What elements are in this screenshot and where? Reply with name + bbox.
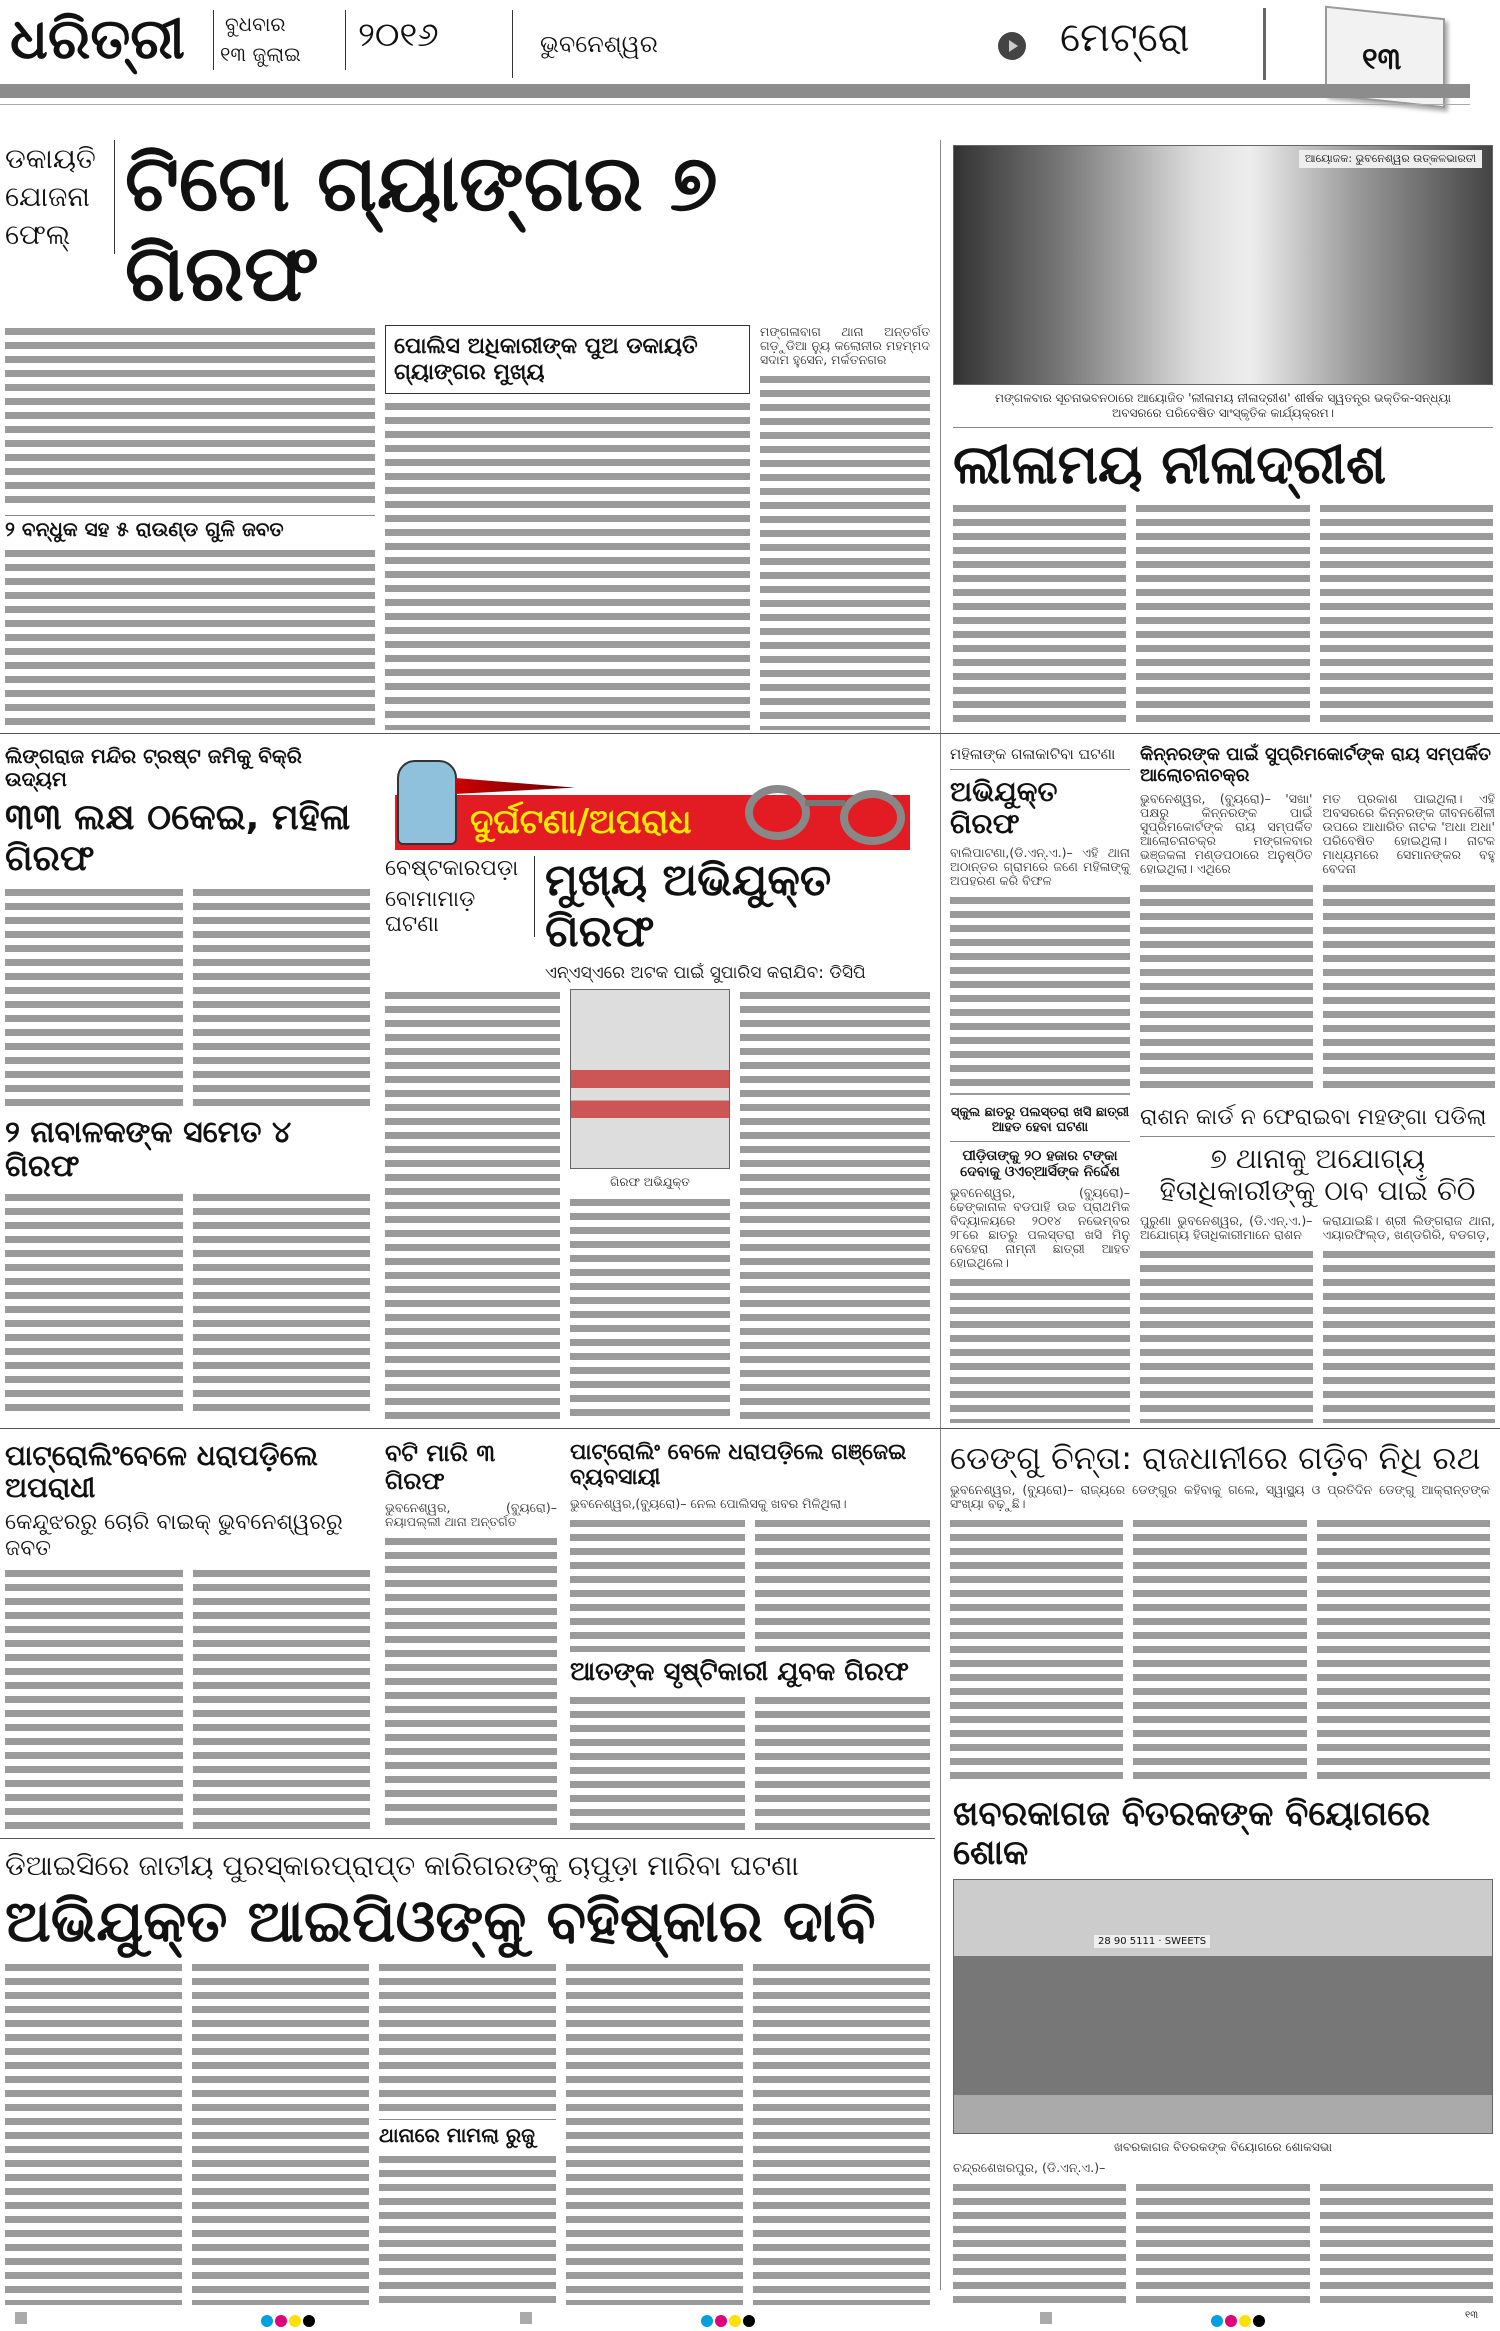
story-headline: ପାଟ୍ରୋଲିଂବେଳେ ଧରାପଡ଼ିଲେ ଅପରାଧୀ bbox=[5, 1439, 318, 1505]
story-kicker: ବୋମାମାଡ଼ ଘଟଣା bbox=[385, 887, 476, 937]
article-body bbox=[5, 547, 375, 730]
story-kicker: ଡକାୟତି ଯୋଜନା ଫେଲ୍ bbox=[5, 140, 115, 254]
crop-mark bbox=[520, 2312, 532, 2324]
column-divider bbox=[940, 140, 941, 2290]
story-kicker: ବେଷ୍ଟକାରପଡ଼ା bbox=[385, 856, 519, 881]
article-body bbox=[760, 373, 930, 730]
article-lead: ପୁରୁଣା ଭୁବନେଶ୍ୱର, (ଡି.ଏନ୍.ଏ.)– ଅଯୋଗ୍ୟ ହିତାଧିକାରୀମାନେ ରାଶନ bbox=[1140, 1212, 1313, 1242]
bati-story bbox=[385, 1440, 557, 1830]
crop-mark bbox=[1040, 2312, 1052, 2324]
article-body bbox=[385, 400, 750, 730]
footer-registration-marks bbox=[0, 2308, 1500, 2329]
article-lead: ଭୁବନେଶ୍ୱର, (ବ୍ୟୁରୋ)– ନୟାପଲ୍ଲୀ ଥାନା ଅନ୍ତର୍ଗତ bbox=[385, 1500, 557, 1530]
article-lead: ବାଲିପାଟଣା,(ଡି.ଏନ୍.ଏ.)– ଏହି ଥାନା ଅଠାନ୍ତର ଗ୍ରାମରେ ଜଣେ ମହିଳାଙ୍କୁ ଅପହରଣ କରି ବିଫଳ bbox=[950, 845, 1130, 889]
article-body bbox=[385, 989, 560, 1420]
dengue-story bbox=[950, 1440, 1490, 1785]
kinnar-story bbox=[1140, 745, 1495, 1095]
story-kicker: ମହିଳାଙ୍କ ଗଳାକାଟିବା ଘଟଣା bbox=[950, 745, 1116, 763]
story-subhead: ୨ ବନ୍ଧୁକ ସହ ୫ ରାଉଣ୍ଡ ଗୁଳି ଜବତ bbox=[5, 515, 375, 541]
article-body bbox=[570, 1196, 730, 1420]
weekday: ବୁଧବାର bbox=[225, 12, 286, 36]
story-kicker: ଲିଙ୍ଗରାଜ ମନ୍ଦିର ଟ୍ରଷ୍ଟ ଜମିକୁ ବିକ୍ରି ଉଦ୍ୟମ bbox=[5, 744, 302, 791]
masthead bbox=[0, 0, 1500, 110]
article-body bbox=[950, 894, 1130, 1095]
story-headline: ଖବରକାଗଜ ବିତରକଙ୍କ ବିୟୋଗରେ ଶୋକ bbox=[953, 1794, 1431, 1874]
article-lead: କରାଯାଇଛି। ଶ୍ରୀ ଲିଙ୍ଗରାଜ ଥାନା, ଏୟାରଫିଲ୍ଡ, ଖଣ୍ଡଗିରି, ବଡଗଡ଼, bbox=[1322, 1212, 1495, 1242]
article-lead: ଭୁବନେଶ୍ୱର, (ବ୍ୟୁରୋ)– ଢେଙ୍କାନାଳ ବଡପାହି ଉଚ୍ଚ ପ୍ରାଥମିକ ବିଦ୍ୟାଳୟରେ ୨୦୧୪ ନଭେମ୍ବର ୨୮ରେ ଛାତରୁ ପଲସ୍ତରା ଖସି ମିନୁ ବେହେରା ନାମ୍ନୀ ଛାତ୍ରୀ ଆହତ ହୋଇଥିଲେ। bbox=[950, 1185, 1130, 1270]
story-kicker: ସ୍କୁଲ ଛାତରୁ ପଲସ୍ତରା ଖସି ଛାତ୍ରୀ ଆହତ ହେବା ଘଟଣା bbox=[950, 1105, 1130, 1135]
article-lead: ମଙ୍ଗଳାବାଗ ଥାନା ଅନ୍ତର୍ଗତ ଗଡ଼ୁଡିଆ ନ୍ୟୁ କଲୋନୀର ମହମ୍ମଦ ସଦାମ ହୁସେନ, ମର୍କତନଗର bbox=[760, 324, 930, 368]
story-subhead: କେନ୍ଦୁଝରରୁ ଚୋରି ବାଇକ୍ ଭୁବନେଶ୍ୱରରୁ ଜବତ bbox=[5, 1510, 343, 1561]
play-bullet-icon bbox=[998, 32, 1026, 60]
article-lead: ଭୁବନେଶ୍ୱର, (ବ୍ୟୁରୋ)– 'ସଖା' ପକ୍ଷରୁ କିନ୍ନରଙ୍କ ପାଇଁ ସୁପ୍ରିମକୋର୍ଟଙ୍କ ରାୟ ସମ୍ପର୍କିତ ଆଲୋଚନାଚକ୍ର ମଙ୍ଗଳବାର ଭଞ୍ଜକଳା ମଣ୍ଡପଠାରେ ଅନୁଷ୍ଠିତ ହୋଇଥିଲା। ଏଥିରେ bbox=[1140, 791, 1313, 877]
crime-section bbox=[385, 750, 930, 1420]
lingaraj-story bbox=[5, 745, 370, 1415]
murder-story bbox=[950, 745, 1130, 1095]
story-kicker: ରାଶନ କାର୍ଡ ନ ଫେରାଇବା ମହଙ୍ଗା ପଡିଲା bbox=[1140, 1105, 1487, 1130]
article-body bbox=[385, 1535, 557, 1830]
story-headline: ବଟି ମାରି ୩ ଗିରଫ bbox=[385, 1439, 496, 1495]
story-headline: ପୀଡ଼ିତାଙ୍କୁ ୨୦ ହଜାର ଟଙ୍କା ଦେବାକୁ ଓଏଚ୍ଆର୍ସିଙ୍କ ନିର୍ଦ୍ଦେଶ bbox=[960, 1148, 1120, 1180]
city: ଭୁବନେଶ୍ୱର bbox=[540, 30, 658, 58]
article-lead: ଚନ୍ଦ୍ରଶେଖରପୁର, (ଡି.ଏନ୍.ଏ.)– bbox=[953, 2160, 1106, 2176]
story-headline: ମୁଖ୍ୟ ଅଭିଯୁକ୍ତ ଗିରଫ bbox=[545, 855, 832, 957]
newspaper-logo: ଧରିତ୍ରୀ bbox=[10, 7, 185, 72]
story-kicker: ଡିଆଇସିରେ ଜାତୀୟ ପୁରସ୍କାରପ୍ରାପ୍ତ କାରିଗରଙ୍କୁ ଚାପୁଡ଼ା ମାରିବା ଘଟଣା bbox=[5, 1849, 799, 1882]
photo-sign-text: 28 90 5111 · SWEETS bbox=[1094, 1935, 1210, 1948]
story-headline: ପାଟ୍ରୋଲିଂ ବେଳେ ଧରାପଡ଼ିଲେ ଗଞ୍ଜେଇ ବ୍ୟବସାୟୀ bbox=[570, 1440, 907, 1491]
article-lead: ଭୁବନେଶ୍ୱର,(ବ୍ୟୁରୋ)– ନେଲ ପୋଲିସକୁ ଖବର ମିଳିଥିଲା। bbox=[570, 1495, 847, 1511]
article-body bbox=[1140, 882, 1313, 1095]
article-body bbox=[950, 1276, 1130, 1423]
ganja-story bbox=[570, 1440, 930, 1830]
concert-photo bbox=[953, 145, 1493, 385]
story-subhead: ଆତଙ୍କ ସୃଷ୍ଟିକାରୀ ଯୁବକ ଗିରଫ bbox=[570, 1657, 909, 1688]
article-body bbox=[740, 989, 930, 1420]
story-subhead: ଏନ୍ଏସ୍ଏରେ ଅଟକ ପାଇଁ ସୁପାରିସ କରାଯିବ: ଡିସିପି bbox=[545, 963, 866, 984]
handcuffs-icon bbox=[745, 780, 915, 850]
color-registration-dots bbox=[1210, 2312, 1266, 2331]
color-registration-dots bbox=[260, 2312, 316, 2331]
story-subhead: ୨ ନାବାଳକଙ୍କ ସମେତ ୪ ଗିରଫ bbox=[5, 1114, 292, 1185]
culture-story bbox=[953, 145, 1493, 725]
story-subhead: ଥାନାରେ ମାମଲା ରୁଜୁ bbox=[379, 2119, 556, 2147]
photo-caption: ଗିରଫ ଅଭିଯୁକ୍ତ bbox=[610, 1175, 690, 1190]
year: ୨୦୧୬ bbox=[358, 15, 439, 55]
story-headline: କିନ୍ନରଙ୍କ ପାଇଁ ସୁପ୍ରିମକୋର୍ଟଙ୍କ ରାୟ ସମ୍ପର୍କିତ ଆଲୋଚନାଚକ୍ର bbox=[1140, 744, 1491, 786]
ration-story bbox=[1140, 1105, 1495, 1423]
mourners-photo bbox=[953, 1879, 1493, 2134]
story-headline: ଲୀଳାମୟ ନୀଳାଦ୍ରୀଶ bbox=[953, 433, 1387, 496]
distributor-story bbox=[953, 1795, 1493, 2305]
boxed-subhead: ପୋଲିସ ଅଧିକାରୀଙ୍କ ପୁଅ ଡକାୟତି ଗ୍ୟାଙ୍ଗର ମୁଖ୍ୟ bbox=[385, 325, 750, 394]
date: ୧୩ ଜୁଲାଇ bbox=[220, 42, 301, 66]
patrol-story bbox=[5, 1440, 370, 1830]
knife-fist-icon bbox=[397, 760, 457, 845]
photo-caption: ଖବରକାଗଜ ବିତରକଙ୍କ ବିୟୋଗରେ ଶୋକସଭା bbox=[1113, 2140, 1333, 2155]
page-number: ୧୩ bbox=[1362, 42, 1402, 77]
story-headline: ଅଭିଯୁକ୍ତ ଗିରଫ bbox=[950, 775, 1058, 841]
story-headline: ଟିଟୋ ଗ୍ୟାଙ୍ଗର ୭ ଗିରଫ bbox=[125, 139, 718, 319]
article-body bbox=[1323, 1248, 1496, 1423]
school-story bbox=[950, 1105, 1130, 1423]
photo-banner-text: ଆୟୋଜକ: ଭୁବନେଶ୍ୱର ଉତ୍କଳଭାରତୀ bbox=[1299, 150, 1482, 168]
dic-story bbox=[5, 1850, 930, 2305]
top-story bbox=[0, 140, 930, 730]
photo-caption: ମଙ୍ଗଳବାର ସୂଚନାଭବନଠାରେ ଆୟୋଜିତ 'ଲୀଳାମୟ ନୀଳାଦ୍ରୀଶ' ଶୀର୍ଷକ ସ୍ୱତନ୍ତ୍ର ଭକ୍ତିକ-ସନ୍ଧ୍ୟା ଅବସରରେ ପରିବେଷିତ ସାଂସ୍କୃତିକ କାର୍ଯ୍ୟକ୍ରମ। bbox=[994, 391, 1452, 420]
crime-banner-title: ଦୁର୍ଘଟଣା/ଅପରାଧ bbox=[470, 802, 692, 842]
section-name: ମେଟ୍ରୋ bbox=[1060, 15, 1190, 61]
knife-blade-icon bbox=[455, 778, 575, 794]
masthead-rule bbox=[0, 84, 1470, 98]
article-body bbox=[1140, 1248, 1313, 1423]
article-body bbox=[1323, 882, 1496, 1095]
story-headline: ଡେଙ୍ଗୁ ଚିନ୍ତା: ରାଜଧାନୀରେ ଗଡ଼ିବ ନିଧି ରଥ bbox=[950, 1439, 1481, 1477]
story-headline: ୭ ଥାନାକୁ ଅଯୋଗ୍ୟ ହିତାଧିକାରୀଙ୍କୁ ଠାବ ପାଇଁ ଚିଠି bbox=[1159, 1142, 1476, 1208]
crop-mark bbox=[15, 2312, 27, 2324]
article-body bbox=[5, 325, 375, 508]
accused-photo bbox=[570, 989, 730, 1169]
color-registration-dots bbox=[700, 2312, 756, 2331]
story-headline: ଅଭିଯୁକ୍ତ ଆଇପିଓଙ୍କୁ ବହିଷ୍କାର ଦାବି bbox=[5, 1887, 876, 1956]
footer-page-number: ୧୩ bbox=[1465, 2310, 1479, 2321]
story-headline: ୩୩ ଲକ୍ଷ ଠକେଇ, ମହିଳା ଗିରଫ bbox=[5, 797, 351, 880]
article-lead: ଭୁବନେଶ୍ୱର, (ବ୍ୟୁରୋ)– ରାଜ୍ୟରେ ଡେଙ୍ଗୁର କହିବାକୁ ଗଲେ, ସ୍ୱାସ୍ଥ୍ୟ ଓ ପ୍ରତିଦିନ ଡେଙ୍ଗୁ ଆକ୍ରାନ୍ତଙ୍କ ସଂଖ୍ୟା ବଢ଼ୁଛି। bbox=[950, 1481, 1490, 1511]
article-lead: ମତ ପ୍ରକାଶ ପାଇଥିଲା। ଏହି ଅବସରରେ କିନ୍ନରଙ୍କ ଜୀବନଶୈଳୀ ଉପରେ ଆଧାରିତ ନାଟକ 'ଅଧା ଅଧା' ପରିବେଷିତ ହୋଇଥିଲା। ନାଟକ ମାଧ୍ୟମରେ ସେମାନଙ୍କର ବହୁ ବେଦନା bbox=[1322, 791, 1495, 877]
